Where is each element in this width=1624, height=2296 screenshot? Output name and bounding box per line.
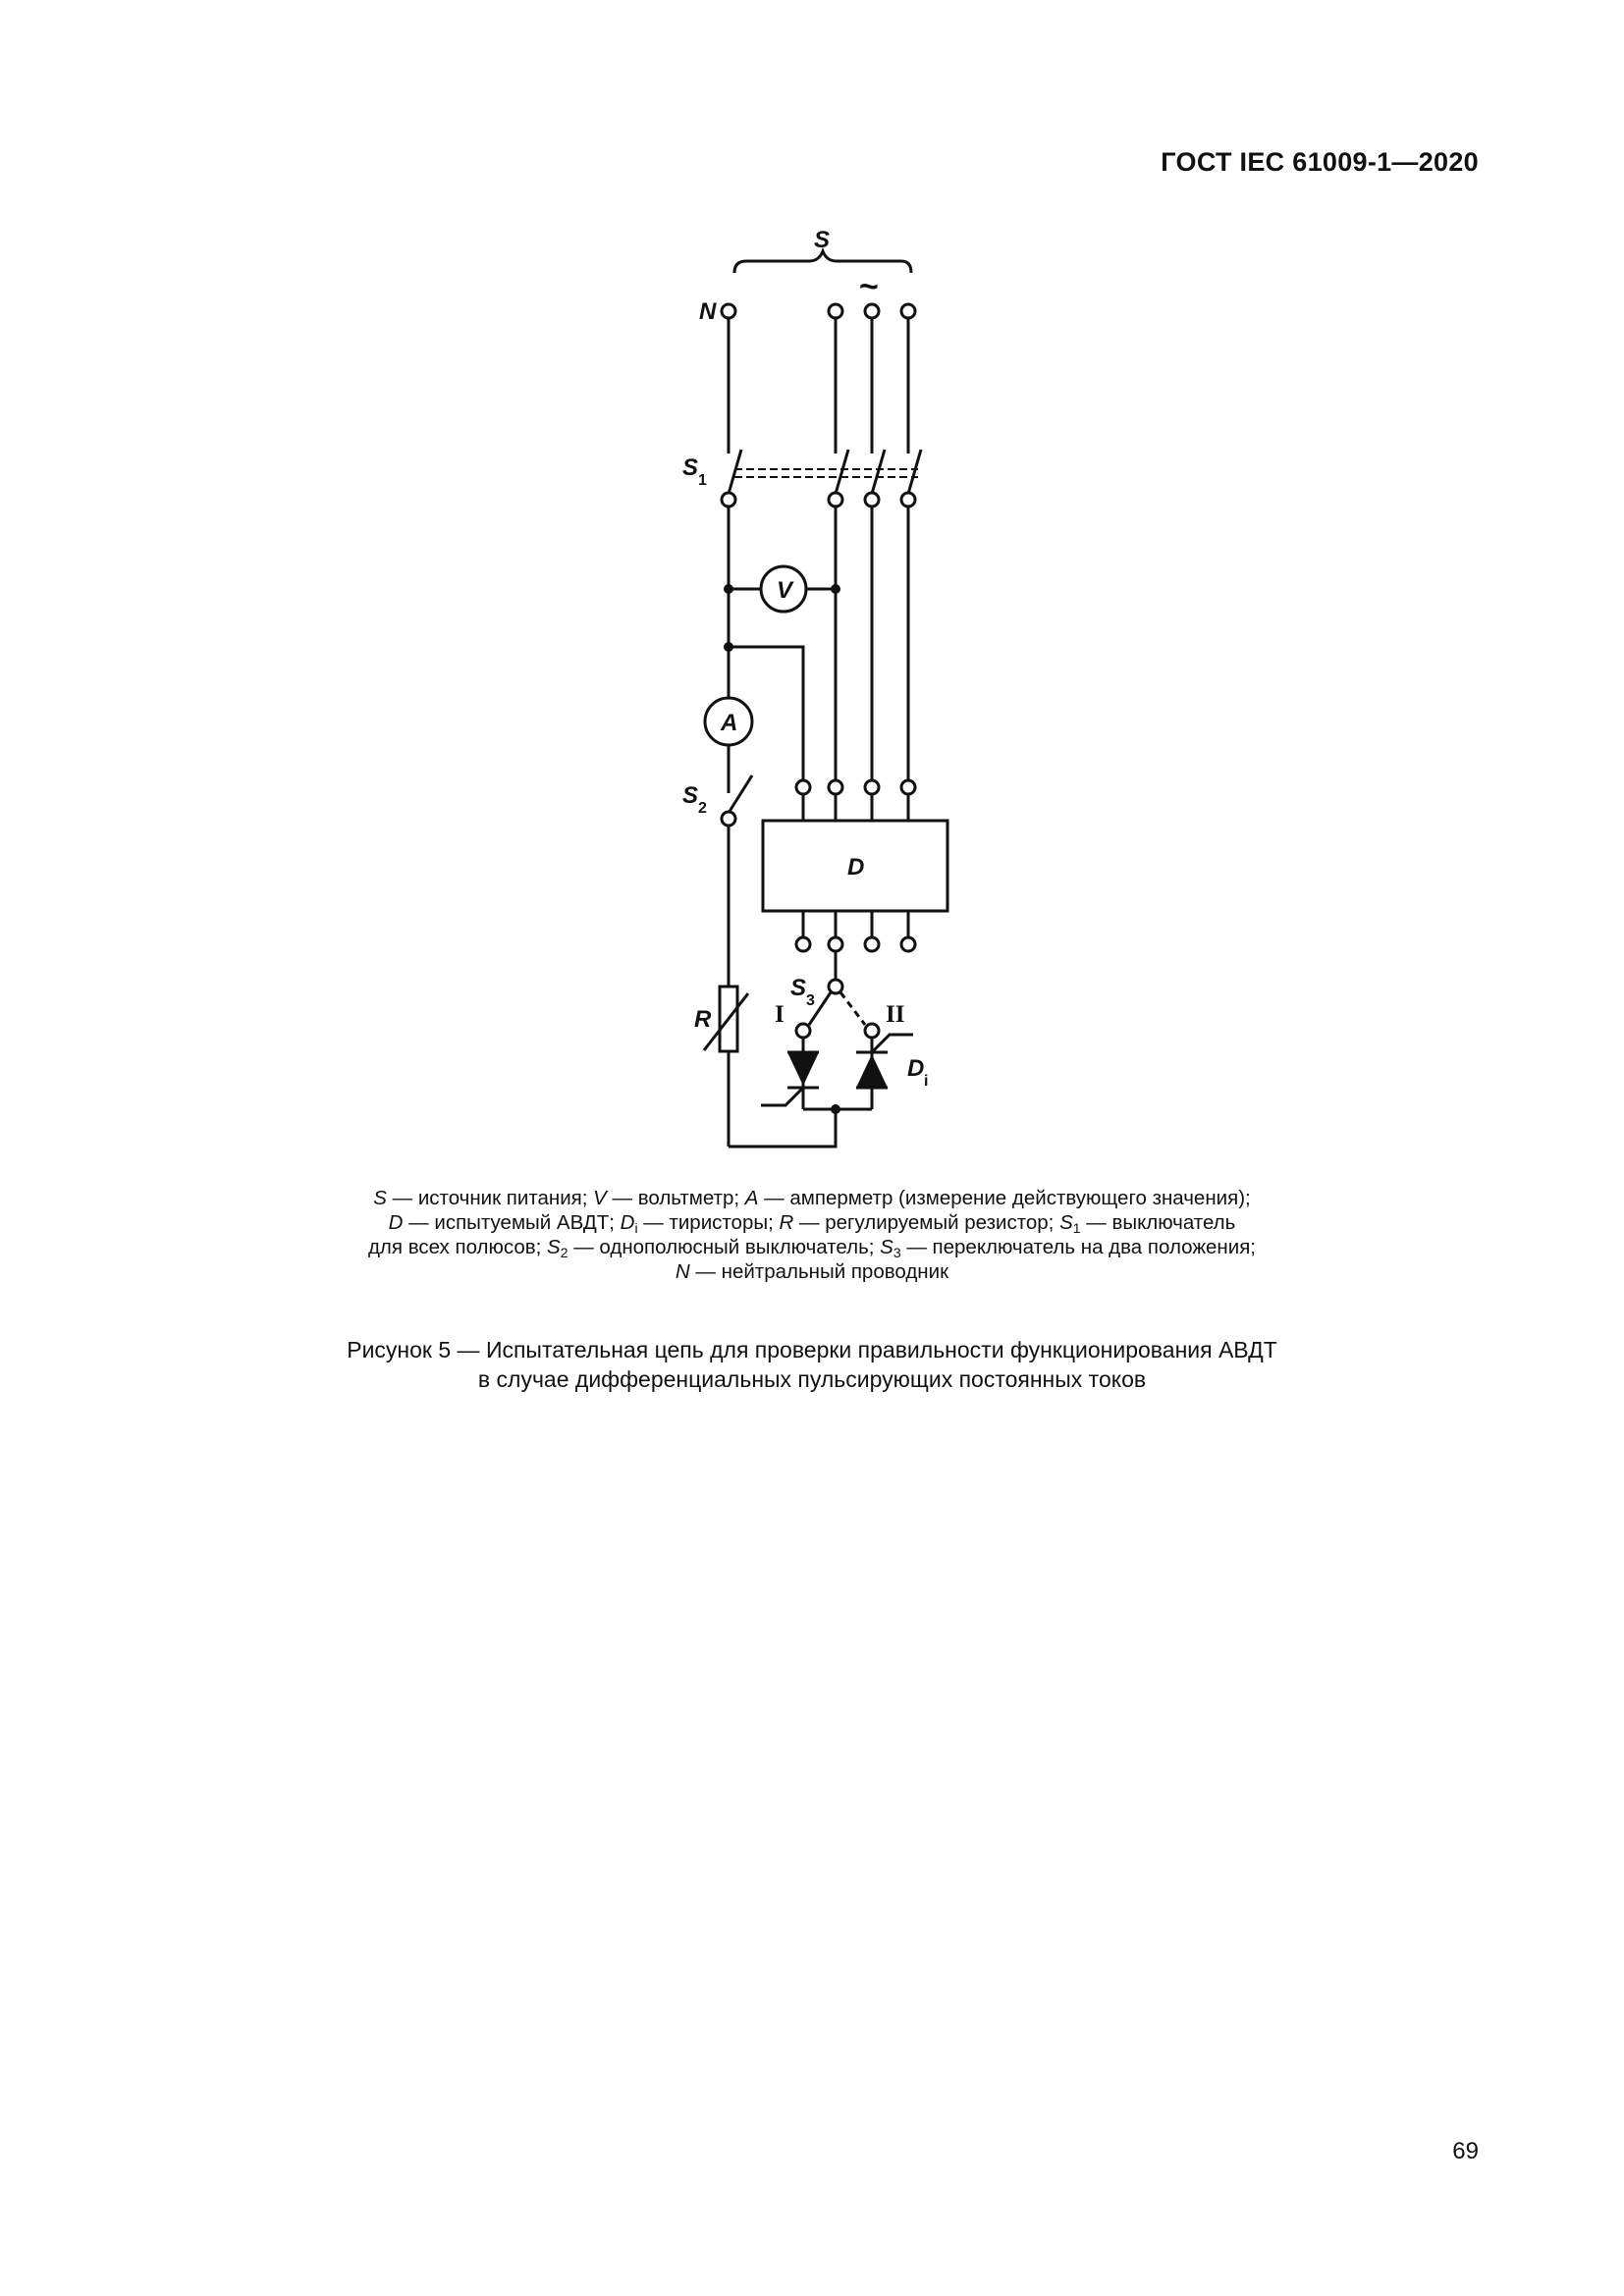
terminal-L2 xyxy=(865,304,879,318)
svg-text:i: i xyxy=(924,1073,929,1090)
figure-legend xyxy=(196,1186,1428,1284)
caption-line: Рисунок 5 — Испытательная цепь для проверки правильности функционирования АВДТ xyxy=(347,1337,1277,1362)
label-V: V xyxy=(777,577,793,604)
label-S2: S xyxy=(682,782,699,809)
svg-text:3: 3 xyxy=(806,992,815,1009)
switch-S1 xyxy=(729,450,921,494)
legend-line: D — испытуемый АВДТ; $D_i$ — тиристоры; R — регулируемый резистор; $S_1$ — выключатель xyxy=(388,1211,1236,1236)
terminal-L3 xyxy=(901,304,915,318)
thyristor-I xyxy=(761,1038,819,1109)
switch-S2 xyxy=(729,775,752,813)
label-S3: S xyxy=(790,975,807,1001)
svg-text:1: 1 xyxy=(698,472,707,489)
legend-line: N — нейтральный проводник xyxy=(675,1260,949,1283)
standard-header: ГОСТ IEC 61009-1—2020 xyxy=(1161,147,1479,177)
label-N: N xyxy=(699,298,717,325)
legend-line: для всех полюсов; $S_2$ — однополюсный выключатель; $S_3$ — переключатель на два положения; xyxy=(367,1236,1257,1260)
label-ac: ~ xyxy=(859,268,879,305)
label-S: S xyxy=(814,227,831,253)
label-D: D xyxy=(847,854,865,881)
source-brace xyxy=(734,251,911,273)
svg-text:2: 2 xyxy=(698,800,707,817)
label-A: A xyxy=(721,710,738,736)
caption-line: в случае дифференциальных пульсирующих постоянных токов xyxy=(477,1366,1147,1392)
label-position-II: II xyxy=(886,1001,905,1028)
terminal-N xyxy=(722,304,735,318)
page-number: 69 xyxy=(1452,2138,1479,2164)
label-position-I: I xyxy=(775,1001,785,1028)
label-S1: S xyxy=(682,454,699,481)
figure-caption xyxy=(147,1335,1477,1394)
terminal-L1 xyxy=(829,304,842,318)
legend-line: S — источник питания; V — вольтметр; A — амперметр (измерение действующего значения); xyxy=(373,1187,1251,1209)
switch-S3 xyxy=(829,980,842,993)
label-R: R xyxy=(694,1006,712,1033)
label-Di: D xyxy=(907,1055,925,1082)
